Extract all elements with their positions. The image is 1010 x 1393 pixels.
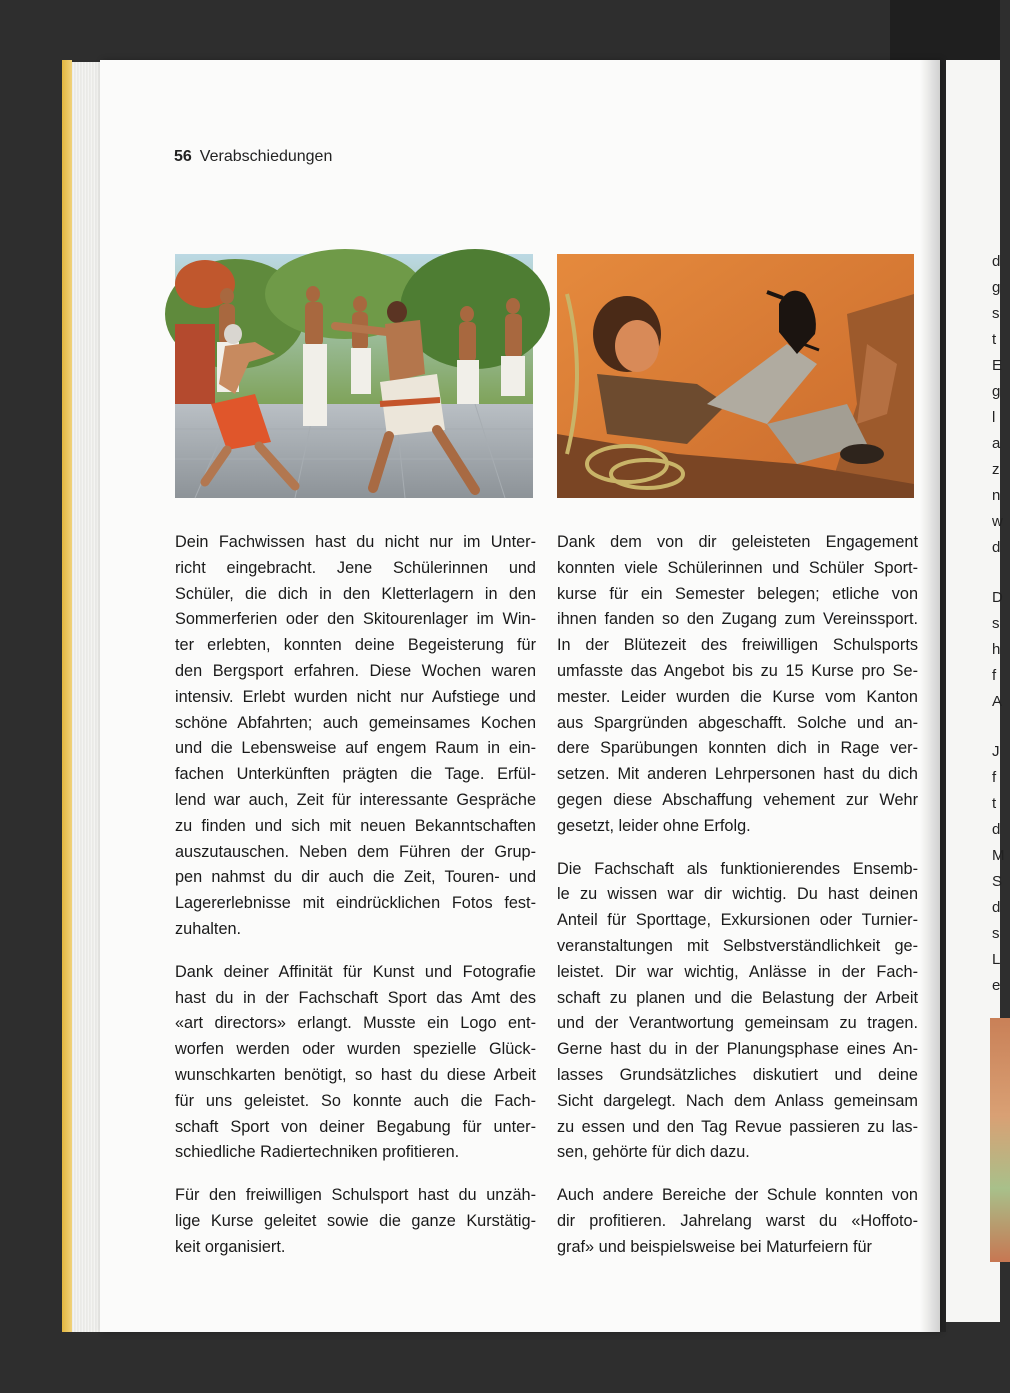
text-line: keit organisiert. [175, 1237, 286, 1256]
facing-page-letter: d [992, 539, 1001, 556]
photo-martial-arts-group [175, 254, 533, 498]
facing-page-letter: t [992, 795, 997, 812]
text-line: Sommerferien oder den Skitourenlager im Win- [175, 610, 536, 629]
text-line: dere Sparübungen konnten dich in Rage ver- [557, 739, 918, 758]
text-line: hast du in der Fachschaft Sport das Amt des [175, 988, 536, 1007]
text-line: umfasste das Angebot bis zu 15 Kurse pro Se- [557, 661, 918, 680]
text-line: Für den freiwilligen Schulsport hast du unzäh- [175, 1186, 536, 1205]
facing-page-letter: h [992, 641, 1001, 658]
text-line: Schüler, die dich in den Kletterlagern in den [175, 584, 536, 603]
facing-page-letter: d [992, 821, 1001, 838]
text-line: sen, gehörte für dich dazu. [557, 1143, 750, 1162]
facing-page-letter: f [992, 769, 997, 786]
text-line: den Bergsport erfahren. Diese Wochen waren [175, 661, 536, 680]
text-line: wunschkarten benötigt, so hast du diese Arbeit [175, 1065, 536, 1084]
facing-page-letter: l [992, 409, 996, 426]
text-line: In der Blütezeit des freiwilligen Schulsports [557, 636, 918, 655]
text-line: Lagererlebnisse mit eindrücklichen Fotos fest- [175, 894, 536, 913]
text-line: und der Verantwortung gemeinsam zu tragen. [557, 1014, 918, 1033]
text-line: Anteil für Sporttage, Exkursionen oder Turnier- [557, 911, 918, 930]
facing-page-letter: d [992, 899, 1001, 916]
text-line: für uns geleistet. So konnte auch die Fach- [175, 1091, 536, 1110]
text-line: mester. Leider wurden die Kurse vom Kanton [557, 687, 918, 706]
facing-page-letter: J [992, 743, 1000, 760]
facing-page-letter: s [992, 615, 1000, 632]
facing-page [946, 60, 1005, 1322]
text-line: aus Spargründen abgeschafft. Solche und an- [557, 713, 918, 732]
facing-page-letter: g [992, 383, 1001, 400]
text-line: intensiv. Erlebt wurden nicht nur Aufstiege und [175, 687, 536, 706]
text-line: pen nahmst du dir auch die Zeit, Touren- und [175, 868, 536, 887]
text-line: graf» und beispielsweise bei Maturfeiern für [557, 1237, 872, 1256]
book-edge-yellow [62, 60, 72, 1332]
facing-page-letter: L [992, 951, 1001, 968]
text-line: ter erlebten, konnten deine Begeisterung für [175, 636, 536, 655]
text-line: zu finden und sich mit neuen Bekanntschaften [175, 816, 536, 835]
text-line: gesetzt, leider ohne Erfolg. [557, 816, 751, 835]
facing-page-letter: s [992, 925, 1000, 942]
body-paragraph [557, 530, 918, 840]
text-line: setzen. Mit anderen Lehrpersonen hast du dich [557, 765, 918, 784]
climber-photo-illustration [557, 254, 914, 498]
text-line: schiedliche Radiertechniken profitieren. [175, 1143, 460, 1162]
text-line: Dein Fachwissen hast du nicht nur im Unter- [175, 533, 536, 551]
text-line: leistet. Dir war wichtig, Anlässe in der Fach- [557, 962, 918, 981]
martial-arts-photo-illustration [175, 254, 533, 498]
section-title: Verabschiedungen [199, 148, 333, 165]
text-line: le zu wissen war dir wichtig. Du hast deinen [557, 885, 918, 904]
text-line: ihnen fanden so den Zugang zum Vereinssport. [557, 610, 918, 629]
facing-page-letter: n [992, 487, 1001, 504]
text-line: worfen werden oder wurden spezielle Glück- [175, 1040, 536, 1059]
text-line: und die Lebensweise auf engem Raum in ein- [175, 739, 536, 758]
facing-page-letter: w [992, 513, 1003, 530]
facing-page-letter: g [992, 279, 1001, 296]
text-line: schöne Abfahrten; auch gemeinsames Kochen [175, 713, 536, 732]
gutter-shadow [920, 60, 946, 1332]
text-line: schaft Sport von deiner Begabung für unter- [175, 1117, 536, 1136]
text-line: lige Kurse geleitet sowie die ganze Kurstätig- [175, 1211, 536, 1230]
facing-page-letter: S [992, 873, 1003, 890]
text-line: Die Fachschaft als funktionierendes Ensemb- [557, 859, 918, 878]
body-paragraph [175, 530, 536, 943]
facing-page-letter: a [992, 435, 1001, 452]
text-line: Dank deiner Affinität für Kunst und Fotografie [175, 962, 536, 981]
text-line: kurse für ein Semester belegen; etliche von [557, 584, 918, 603]
text-line: dir profitieren. Jahrelang warst du «Hoffoto- [557, 1211, 918, 1230]
facing-page-letter: z [992, 461, 1000, 478]
photo-climber-with-raven [557, 254, 914, 498]
text-line: auszutauschen. Neben dem Führen der Grup- [175, 842, 536, 861]
body-paragraph [175, 960, 536, 1166]
text-line: lasses Grundsätzliches diskutiert und deine [557, 1065, 918, 1084]
text-line: Sicht dargelegt. Nach dem Anlass gemeinsam [557, 1091, 918, 1110]
facing-page-letter: A [992, 693, 1003, 710]
facing-page-letter: E [992, 357, 1003, 374]
running-head [174, 148, 332, 166]
text-line: gegen diese Abschaffung vehement zur Wehr [557, 790, 918, 809]
body-paragraph [557, 1183, 918, 1260]
text-line: Auch andere Bereiche der Schule konnten von [557, 1186, 918, 1205]
scan-backdrop [890, 0, 1000, 60]
facing-page-letter: f [992, 667, 997, 684]
facing-page-letter: e [992, 977, 1001, 994]
body-paragraph [175, 1183, 536, 1260]
text-line: lend war auch, Zeit für interessante Gespräche [175, 790, 536, 809]
facing-page-letter: d [992, 253, 1001, 270]
book-page-stack [72, 62, 102, 1332]
text-line: zuhalten. [175, 919, 242, 938]
text-line: Gerne hast du in der Planungsphase eines An- [557, 1040, 918, 1059]
text-line: schaft zu planen und die Belastung der Arbeit [557, 988, 918, 1007]
text-line: fachen Unterkünften prägten die Tage. Erfül- [175, 765, 536, 784]
text-column-right [557, 530, 918, 1278]
facing-page-letter: M [992, 847, 1005, 864]
facing-page-letter: s [992, 305, 1000, 322]
facing-page-photo-edge [990, 1018, 1010, 1262]
text-line: Dank dem von dir geleisteten Engagement [557, 533, 918, 551]
facing-page-letter: D [992, 589, 1003, 606]
text-line: richt eingebracht. Jene Schülerinnen und [175, 558, 536, 577]
text-line: konnten viele Schülerinnen und Schüler Sport- [557, 558, 918, 577]
text-column-left [175, 530, 536, 1278]
page-number: 56 [174, 148, 192, 165]
body-paragraph [557, 857, 918, 1167]
facing-page-letter: t [992, 331, 997, 348]
text-line: zu essen und den Tag Revue passieren zu las- [557, 1117, 918, 1136]
text-line: «art directors» erlangt. Musste ein Logo ent- [175, 1014, 536, 1033]
text-line: veranstaltungen mit Selbstverständlichkeit ge- [557, 936, 918, 955]
